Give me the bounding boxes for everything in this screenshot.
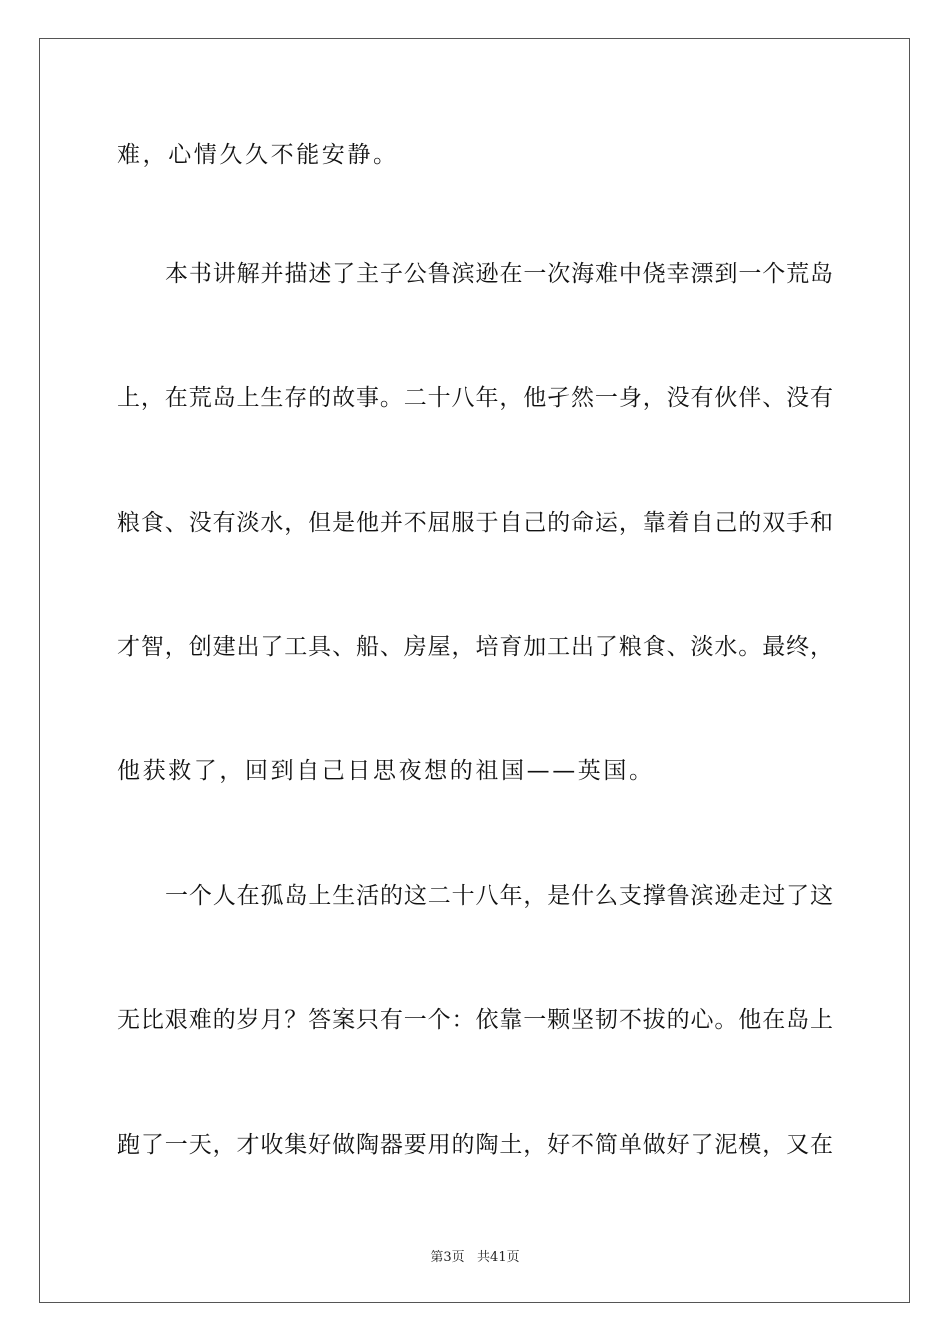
page-number-footer: 第3页 共41页: [430, 1250, 520, 1265]
text-line-8: 无比艰难的岁月？答案只有一个：依靠一颗坚韧不拔的心。他在岛上: [117, 1007, 833, 1033]
page-frame: [39, 38, 910, 1303]
text-line-7: 一个人在孤岛上生活的这二十八年，是什么支撑鲁滨逊走过了这: [165, 883, 833, 909]
text-line-3: 上，在荒岛上生存的故事。二十八年，他孑然一身，没有伙伴、没有: [117, 385, 833, 411]
text-line-1: 难，心情久久不能安静。: [117, 142, 399, 168]
text-line-6: 他获救了，回到自己日思夜想的祖国——英国。: [117, 758, 655, 784]
text-line-5: 才智，创建出了工具、船、房屋，培育加工出了粮食、淡水。最终，: [117, 634, 833, 660]
text-line-4: 粮食、没有淡水，但是他并不屈服于自己的命运，靠着自己的双手和: [117, 510, 833, 536]
text-line-2: 本书讲解并描述了主子公鲁滨逊在一次海难中侥幸漂到一个荒岛: [165, 261, 833, 287]
text-line-9: 跑了一天，才收集好做陶器要用的陶土，好不简单做好了泥模，又在: [117, 1132, 833, 1158]
